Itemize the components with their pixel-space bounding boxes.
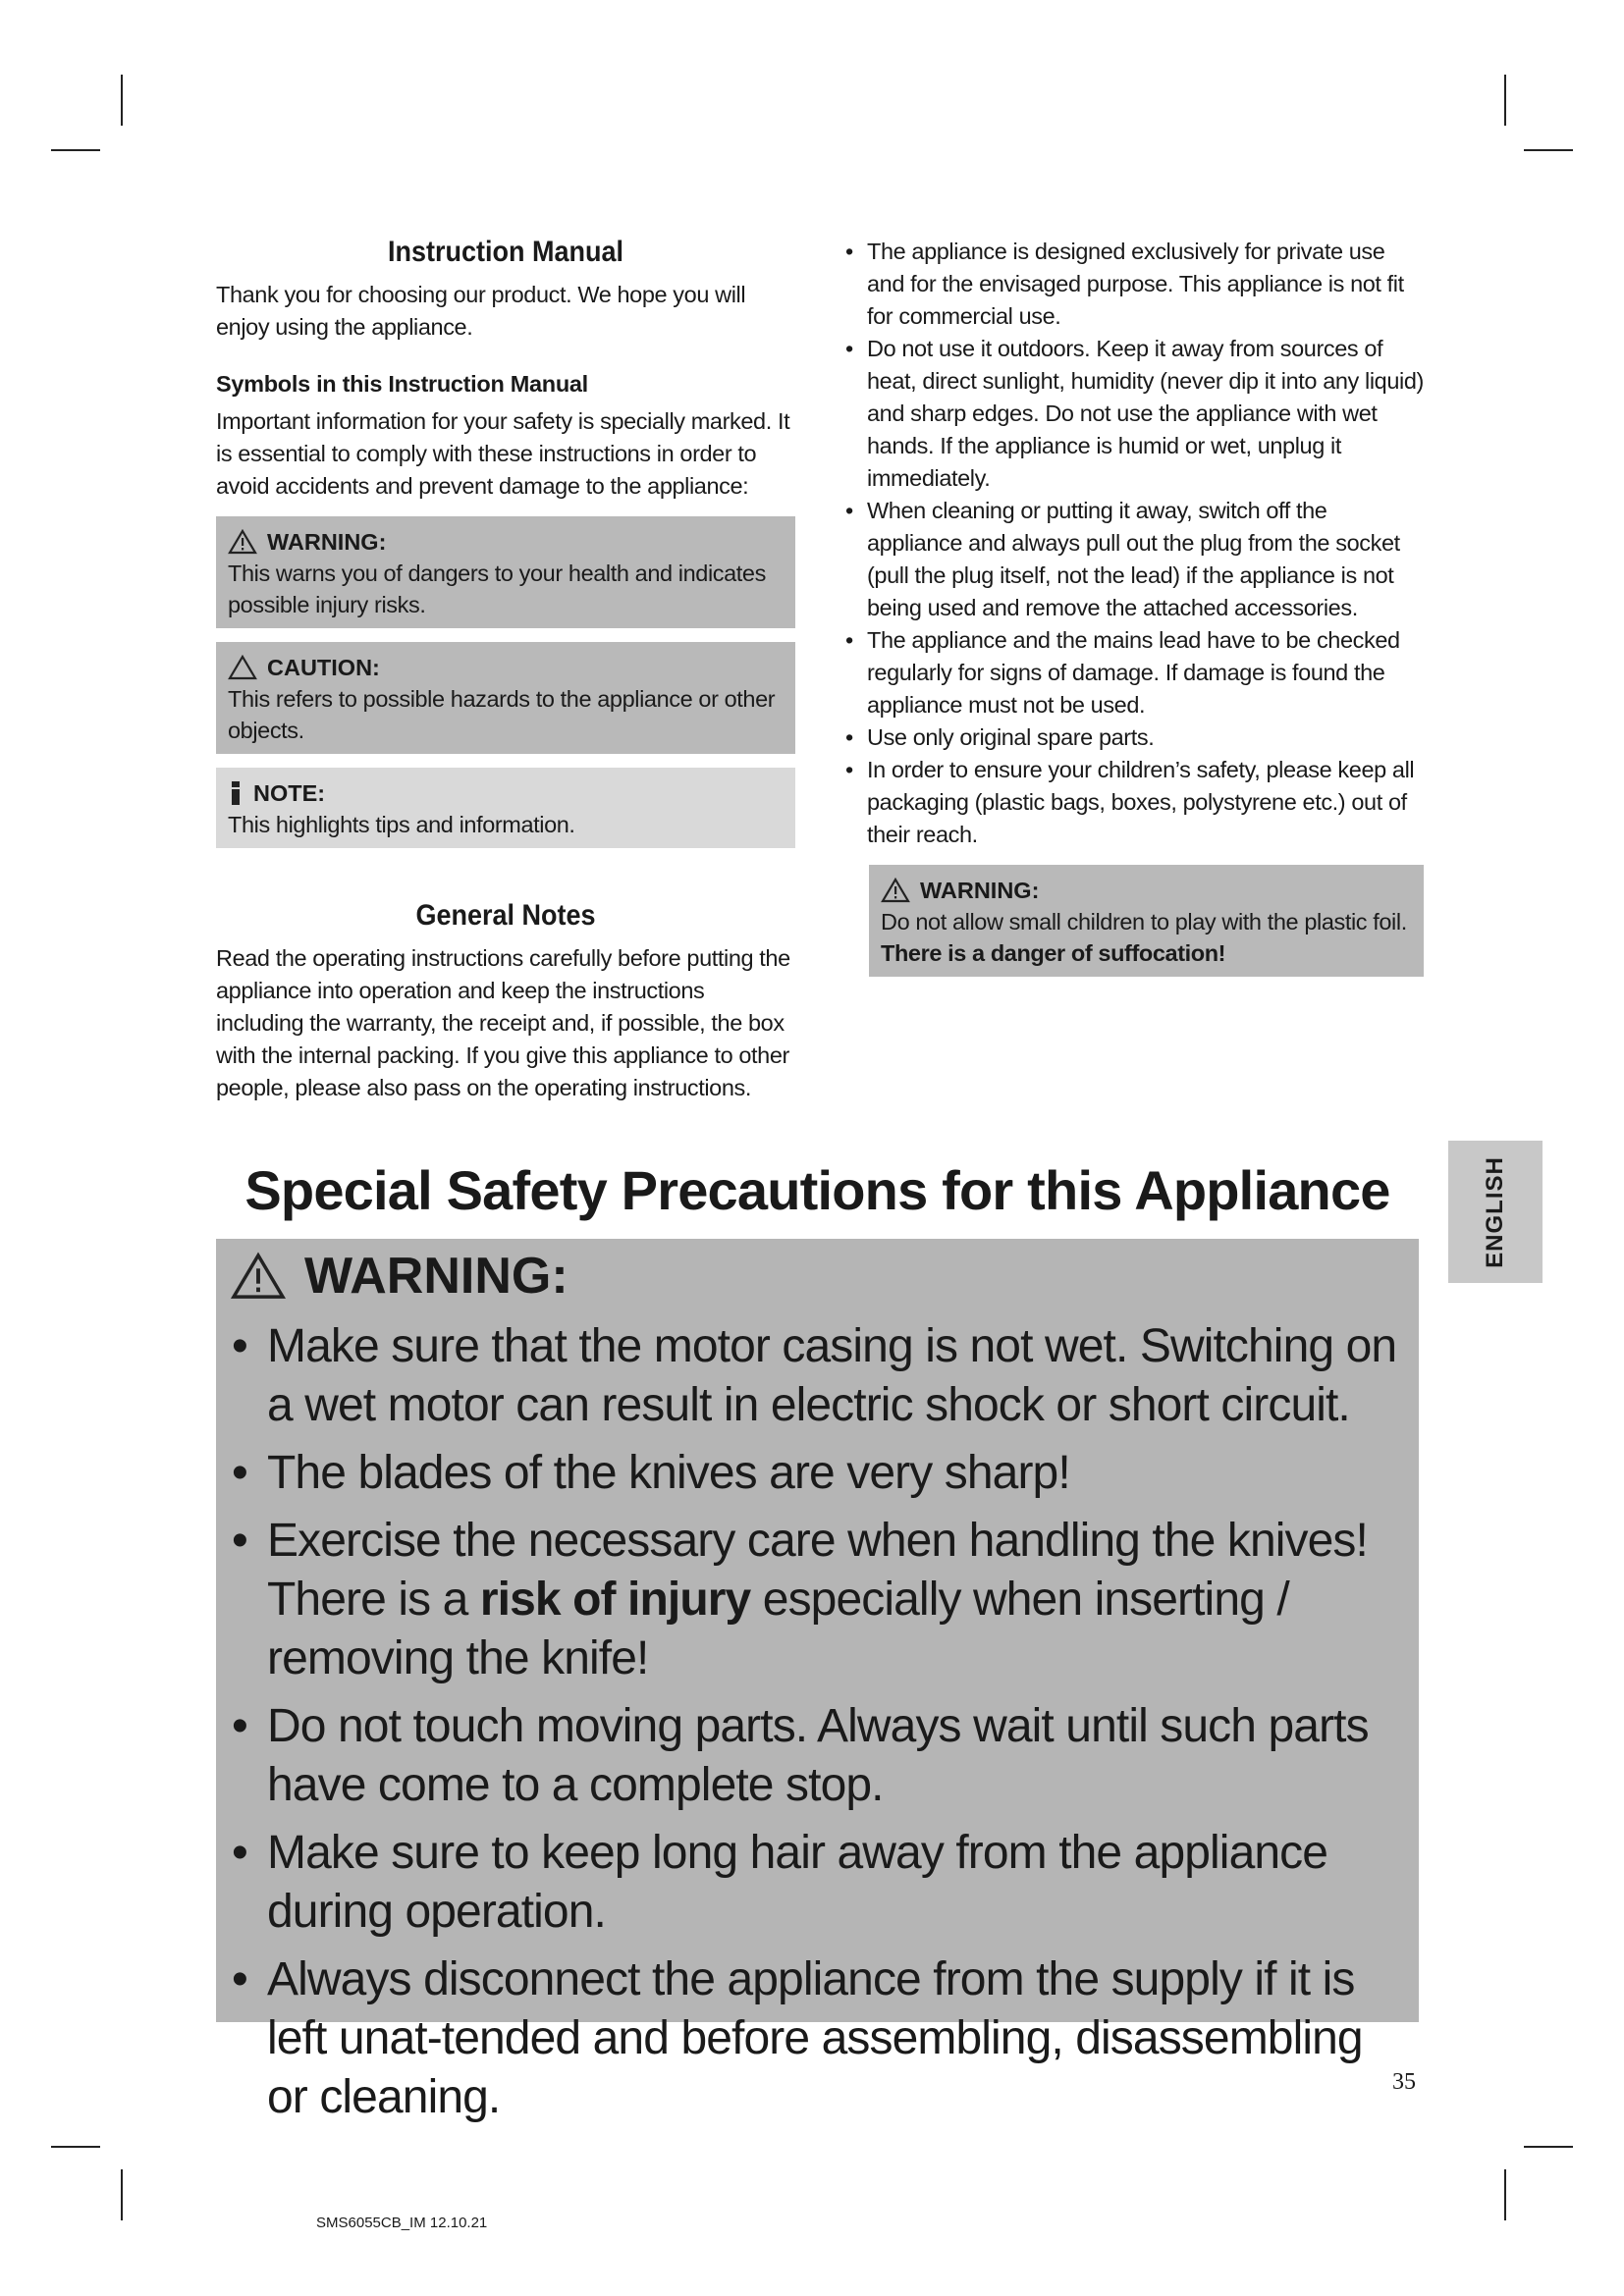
crop-mark	[1524, 149, 1573, 151]
note-label: NOTE:	[253, 780, 326, 806]
special-warning-label: WARNING:	[304, 1248, 568, 1305]
list-item: • Do not use it outdoors. Keep it away from sources of heat, direct sunlight, humidity (never dip it into any liquid) and sharp edges. Do not use the appliance with wet hands. If the appliance is humid or wet, unplug it immediately.	[839, 333, 1424, 495]
caution-box-title	[228, 652, 784, 683]
warning-box	[216, 516, 795, 628]
list-item: • Make sure that the motor casing is not wet. Switching on a wet motor can result in electric shock or short circuit.	[216, 1317, 1404, 1435]
crop-mark	[1524, 2146, 1573, 2148]
right-column	[839, 236, 1424, 977]
special-warning-list	[216, 1317, 1404, 2136]
list-item	[216, 1512, 1404, 1688]
warning-box-title	[228, 526, 784, 558]
list-item: • The appliance and the mains lead have to be checked regularly for signs of damage. If damage is found the appliance must not be used.	[839, 624, 1424, 721]
language-tab-label: ENGLISH	[1482, 1155, 1508, 1268]
note-box-title	[228, 777, 784, 809]
caution-box	[216, 642, 795, 754]
instruction-manual-title: Instruction Manual	[387, 236, 624, 268]
suffocation-warning-title	[881, 875, 1412, 906]
list-item: • The blades of the knives are very sharp!	[216, 1444, 1404, 1503]
general-notes-title: General Notes	[415, 899, 596, 932]
special-warning-heading	[230, 1247, 568, 1306]
crop-mark	[1504, 75, 1506, 126]
list-item: • Always disconnect the appliance from the supply if it is left unat-tended and before assembling, disassembling or cleaning.	[216, 1950, 1404, 2127]
warning-triangle-icon	[881, 878, 910, 903]
risk-of-injury-emphasis: risk of injury	[479, 1574, 751, 1626]
page-number: 35	[1392, 2069, 1416, 2095]
language-tab	[1448, 1141, 1543, 1283]
symbols-text: Important information for your safety is specially marked. It is essential to comply with these instructions in order to avoid accidents and prevent damage to the appliance:	[216, 408, 790, 499]
warning-box-text: This warns you of dangers to your health and indicates possible injury risks.	[228, 561, 766, 617]
item-text: especially when inserting / removing the knife!	[267, 1574, 1289, 1684]
crop-mark	[51, 149, 100, 151]
symbols-heading: Symbols in this Instruction Manual	[216, 371, 588, 397]
suffocation-warning-bold: There is a danger of suffocation!	[881, 940, 1226, 966]
caution-box-text: This refers to possible hazards to the appliance or other objects.	[228, 686, 776, 743]
suffocation-warning-box	[869, 865, 1424, 977]
footer-code: SMS6055CB_IM 12.10.21	[316, 2215, 488, 2231]
caution-label: CAUTION:	[267, 655, 380, 680]
list-item: • The appliance is designed exclusively for private use and for the envisaged purpose. This appliance is not fit for commercial use.	[839, 236, 1424, 333]
caution-triangle-icon	[228, 655, 257, 680]
warning-triangle-icon	[228, 529, 257, 555]
note-box	[216, 768, 795, 848]
list-item: • Make sure to keep long hair away from the appliance during operation.	[216, 1824, 1404, 1942]
intro-text: Thank you for choosing our product. We hope you will enjoy using the appliance.	[216, 282, 746, 340]
crop-mark	[121, 75, 123, 126]
crop-mark	[121, 2169, 123, 2220]
list-item: • In order to ensure your children’s safety, please keep all packaging (plastic bags, boxes, polystyrene etc.) out of their reach.	[839, 754, 1424, 851]
warning-label: WARNING:	[267, 529, 387, 555]
suffocation-warning-text: Do not allow small children to play with the plastic foil.	[881, 909, 1407, 934]
warning-label: WARNING:	[920, 878, 1040, 903]
list-item: • When cleaning or putting it away, switch off the appliance and always pull out the plug from the socket (pull the plug itself, not the lead) if the appliance is not being used and remove the attached accessories.	[839, 495, 1424, 624]
warning-triangle-icon	[230, 1252, 287, 1301]
note-box-text: This highlights tips and information.	[228, 812, 575, 837]
special-safety-title: Special Safety Precautions for this Appliance	[244, 1159, 1390, 1221]
info-icon	[228, 780, 244, 806]
left-column	[216, 236, 795, 1104]
list-item: • Do not touch moving parts. Always wait until such parts have come to a complete stop.	[216, 1697, 1404, 1815]
item-text: Exercise the necessary care when handling the knives! There is a	[267, 1515, 1368, 1626]
general-notes-text: Read the operating instructions carefully before putting the appliance into operation and keep the instructions including the warranty, the receipt and, if possible, the box with the internal packing. If you give this appliance to other people, please also pass on the operating instructions.	[216, 945, 790, 1100]
list-item: • Use only original spare parts.	[839, 721, 1424, 754]
crop-mark	[51, 2146, 100, 2148]
safety-list	[839, 236, 1424, 851]
crop-mark	[1504, 2169, 1506, 2220]
